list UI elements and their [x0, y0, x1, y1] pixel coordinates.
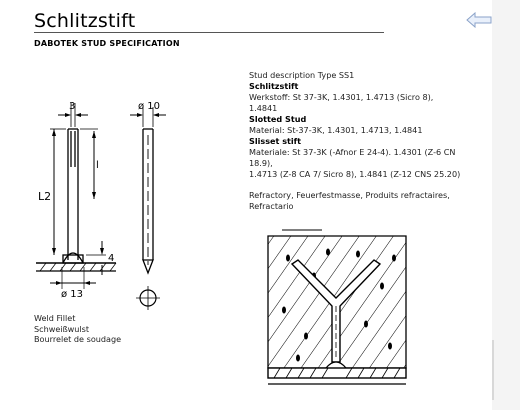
refractory-section-drawing	[262, 228, 414, 392]
spacer	[249, 180, 493, 190]
material-no: Materiale: St 37-3K (-Afnor E 24-4). 1.4301 (Z-6 CN	[249, 147, 456, 157]
dim-top-width: 3	[69, 101, 76, 112]
material-de-2: 1.4841	[249, 103, 278, 113]
heading-en: Slotted Stud	[249, 114, 307, 124]
scrollbar-thumb[interactable]	[492, 340, 494, 400]
material-de: Werkstoff: St 37-3K, 1.4301, 1.4713 (Sicro 8),	[249, 92, 434, 102]
stud-technical-drawing	[30, 95, 200, 310]
description-intro: Stud description Type SS1	[249, 70, 355, 80]
refractory-line-2: Refractario	[249, 201, 294, 211]
material-en: Material: St-37-3K, 1.4301, 1.4713, 1.4841	[249, 125, 423, 135]
heading-no: Slisset stift	[249, 136, 302, 146]
heading-de: Schlitzstift	[249, 81, 299, 91]
material-no-3: 1.4713 (Z-8 CA 7/ Sicro 8), 1.4841 (Z-12 CNS 25.20)	[249, 169, 461, 179]
dim-base: ø 13	[61, 289, 84, 300]
weld-note-de: Schweißwulst	[34, 323, 90, 334]
title-divider	[34, 32, 384, 33]
page-subtitle: DABOTEK STUD SPECIFICATION	[34, 39, 180, 48]
scrollbar-track[interactable]	[492, 0, 520, 410]
page-title: Schlitzstift	[34, 10, 136, 32]
dim-length: L2	[38, 190, 52, 203]
weld-fillet-note	[34, 313, 121, 345]
dim-l: l	[96, 160, 99, 171]
weld-note-fr: Bourrelet de soudage	[34, 334, 122, 345]
dim-fillet: 4	[108, 253, 115, 264]
dim-diameter: ø 10	[138, 101, 161, 112]
weld-note-en: Weld Fillet	[34, 313, 76, 323]
back-arrow-icon[interactable]	[466, 12, 492, 28]
stud-description	[249, 70, 493, 212]
material-no-2: 18.9),	[249, 158, 273, 168]
refractory-line: Refractory, Feuerfestmasse, Produits refractaires,	[249, 190, 450, 200]
